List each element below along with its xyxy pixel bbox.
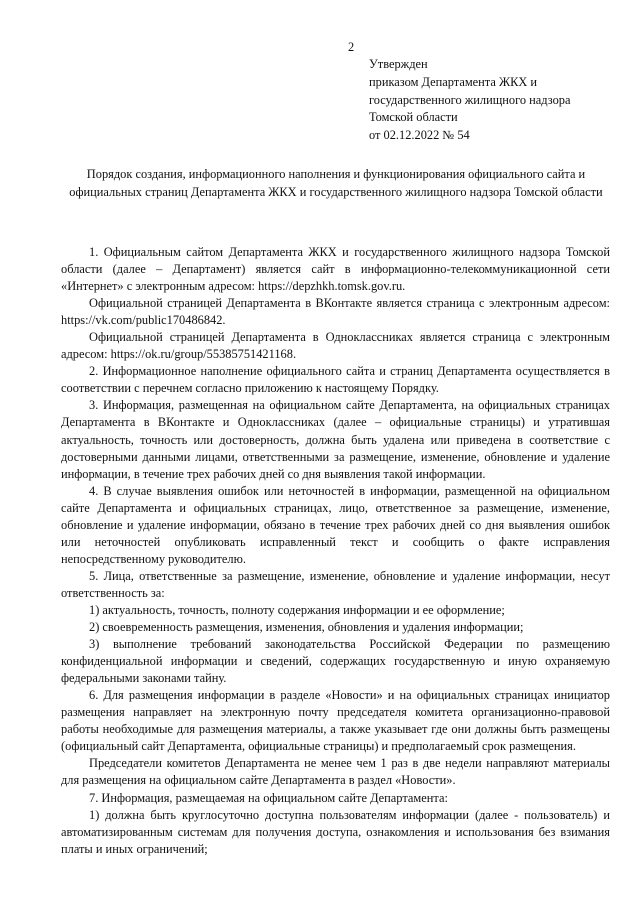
paragraph: 7. Информация, размещаемая на официальном сайте Департамента: [89,790,448,805]
paragraph: Официальной страницей Департамента в Одноклассниках является страница с электронным адресом: https://ok.ru/group/55385751421168. [61,330,610,362]
approval-line: Утвержден [369,57,428,71]
document-title: Порядок создания, информационного наполнения и функционирования официального сайта и официальных страниц Департамента ЖКХ и государственного жилищного надзора Томской области [69,167,603,199]
list-item: 3) выполнение требований законодательства Российской Федерации по размещению конфиденциальной информации и сведений, содержащих государственную и иную охраняемую федеральными законами тайну. [61,637,610,686]
list-item: 1) актуальность, точность, полноту содержания информации и ее оформление; [89,602,505,617]
list-item: 1) должна быть круглосуточно доступна пользователям информации (далее - пользователь) и автоматизированным системам для получения доступа, ознакомления и использования без взимания платы и иных ограничений; [61,807,610,856]
approval-line: приказом Департамента ЖКХ и [369,74,538,89]
paragraph: 3. Информация, размещенная на официальном сайте Департамента, на официальных страницах Департамента в ВКонтакте и Одноклассниках (далее – официальные страницы) и утратившая актуальность, точность или достоверность, должна быть удалена или приведена в соответствие с достоверными данными лицами, ответственными за размещение, изменение, обновление и удаление информации, в течение трех рабочих дней со дня выявления такой информации. [61,398,610,481]
list-item: 2) своевременность размещения, изменения, обновления и удаления информации; [89,620,524,635]
paragraph: 1. Официальным сайтом Департамента ЖКХ и государственного жилищного надзора Томской области (далее – Департамент) является сайт в информационно-телекоммуникационной сети «Интернет» с электронным адресом: https://depzhkh.tomsk.gov.ru. [61,245,610,294]
paragraph: 6. Для размещения информации в разделе «Новости» и на официальных страницах инициатор размещения направляет на электронную почту председателя комитета организационно-правовой работы необходимые для размещения материалы, а также указывает где они должны быть размещены (официальный сайт Департамента, официальные страницы) и предполагаемый срок размещения. [61,688,610,754]
document-body [61,244,610,858]
paragraph: Председатели комитетов Департамента не менее чем 1 раз в две недели направляют материалы для размещения на официальном сайте Департамента в раздел «Новости». [61,756,610,788]
paragraph: 5. Лица, ответственные за размещение, изменение, обновление и удаление информации, несут ответственность за: [61,568,610,600]
paragraph: 2. Информационное наполнение официального сайта и страниц Департамента осуществляется в соответствии с перечнем согласно приложению к настоящему Порядку. [61,364,610,396]
approval-line: от 02.12.2022 № 54 [369,128,470,143]
paragraph: 4. В случае выявления ошибок или неточностей в информации, размещенной на официальном сайте Департамента и официальных страницах, лицо, ответственное за размещение, изменение, обновление и удаление информации, обязано в течение трех рабочих дней со дня выявления ошибок или неточностей опубликовать исправленный текст и сообщить о факте исправления непосредственному руководителю. [61,483,610,566]
approval-stamp-block [369,56,629,145]
page-number: 2 [348,40,355,54]
approval-line: Томской области [369,110,458,125]
paragraph: Официальной страницей Департамента в ВКонтакте является страница с электронным адресом: https://vk.com/public170486842. [61,296,610,328]
approval-line: государственного жилищного надзора [369,92,571,107]
